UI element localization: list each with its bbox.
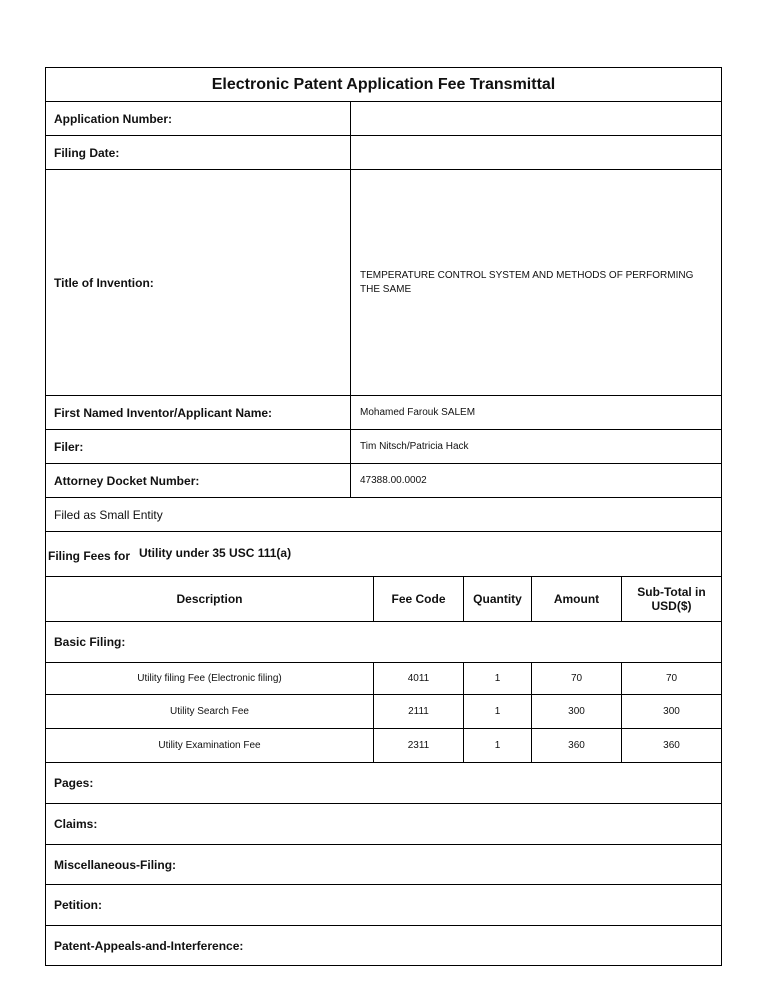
section-petition xyxy=(46,885,721,926)
fee-quantity: 1 xyxy=(463,729,531,762)
filing-date-value xyxy=(350,136,721,169)
fee-row xyxy=(46,729,721,763)
filing-fees-row xyxy=(46,532,721,577)
docket-number-value: 47388.00.0002 xyxy=(350,464,721,497)
section-claims xyxy=(46,804,721,845)
docket-number-label: Attorney Docket Number: xyxy=(54,473,200,488)
section-label: Patent-Appeals-and-Interference: xyxy=(54,938,244,953)
inventor-label: First Named Inventor/Applicant Name: xyxy=(54,405,273,420)
inventor-row xyxy=(46,396,721,430)
col-amount: Amount xyxy=(531,577,621,621)
fee-amount: 360 xyxy=(531,729,621,762)
docket-number-row xyxy=(46,464,721,498)
filing-date-row xyxy=(46,136,721,170)
fee-transmittal-form xyxy=(45,67,722,966)
application-number-row xyxy=(46,102,721,136)
fee-quantity: 1 xyxy=(463,663,531,694)
fee-subtotal: 360 xyxy=(621,729,721,762)
fee-row xyxy=(46,663,721,695)
title-of-invention-value: TEMPERATURE CONTROL SYSTEM AND METHODS OF PERFORMING THE SAME xyxy=(350,170,721,395)
section-label: Claims: xyxy=(54,817,98,831)
entity-status-row xyxy=(46,498,721,532)
form-title-row xyxy=(46,68,721,102)
inventor-value: Mohamed Farouk SALEM xyxy=(350,396,721,429)
form-title: Electronic Patent Application Fee Transmittal xyxy=(211,75,556,93)
col-fee-code: Fee Code xyxy=(373,577,463,621)
col-description: Description xyxy=(176,592,243,606)
fee-subtotal: 70 xyxy=(621,663,721,694)
section-patent-appeals xyxy=(46,926,721,965)
title-of-invention-label: Title of Invention: xyxy=(54,275,154,290)
filing-date-label: Filing Date: xyxy=(54,145,120,160)
application-number-value xyxy=(350,102,721,135)
application-number-label: Application Number: xyxy=(54,111,173,126)
filing-fees-label: Filing Fees for xyxy=(48,549,131,563)
section-label: Pages: xyxy=(54,776,94,790)
fee-description: Utility Examination Fee xyxy=(158,740,261,751)
filer-row xyxy=(46,430,721,464)
basic-filing-label: Basic Filing: xyxy=(54,635,126,649)
filing-fees-heading xyxy=(48,532,721,576)
section-label: Petition: xyxy=(54,898,102,912)
section-miscellaneous-filing xyxy=(46,845,721,885)
fee-code: 2311 xyxy=(373,729,463,762)
filer-value: Tim Nitsch/Patricia Hack xyxy=(350,430,721,463)
section-label: Miscellaneous-Filing: xyxy=(54,857,177,872)
col-subtotal: Sub-Total in USD($) xyxy=(621,577,721,621)
fee-subtotal: 300 xyxy=(621,695,721,728)
fee-row xyxy=(46,695,721,729)
fee-table-header xyxy=(46,577,721,622)
section-pages xyxy=(46,763,721,804)
basic-filing-row xyxy=(46,622,721,663)
fee-code: 4011 xyxy=(373,663,463,694)
fee-quantity: 1 xyxy=(463,695,531,728)
entity-status: Filed as Small Entity xyxy=(54,507,163,522)
col-quantity: Quantity xyxy=(463,577,531,621)
fee-description: Utility Search Fee xyxy=(170,706,249,717)
fee-code: 2111 xyxy=(373,695,463,728)
filing-fees-type: Utility under 35 USC 111(a) xyxy=(139,546,292,560)
fee-amount: 300 xyxy=(531,695,621,728)
filer-label: Filer: xyxy=(54,439,84,454)
title-of-invention-row xyxy=(46,170,721,396)
fee-description: Utility filing Fee (Electronic filing) xyxy=(137,673,282,684)
fee-amount: 70 xyxy=(531,663,621,694)
